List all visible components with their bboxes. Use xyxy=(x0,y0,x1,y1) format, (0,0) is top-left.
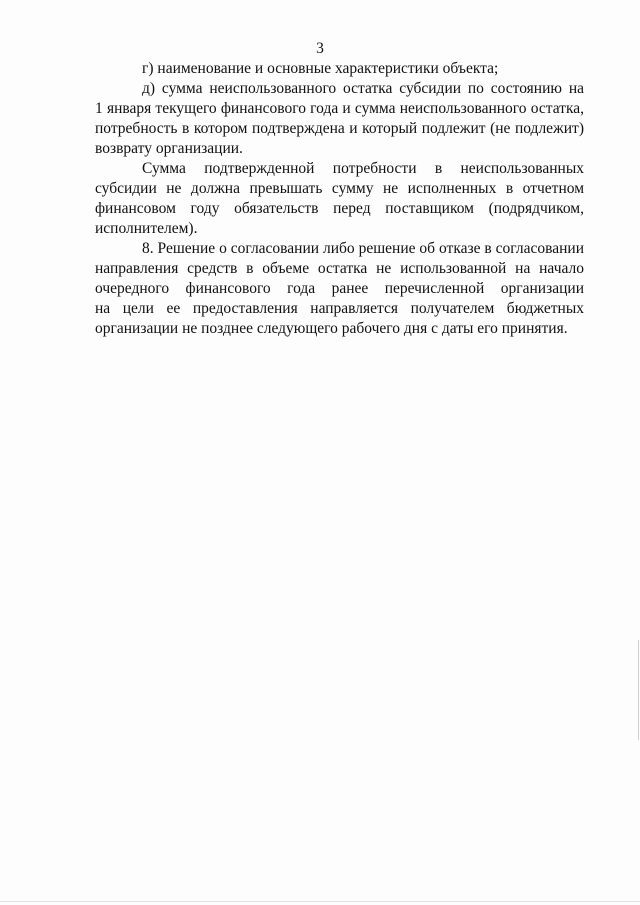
text-line: организации не позднее следующего рабочего дня с даты его принятия. xyxy=(95,320,568,337)
scan-edge-bottom xyxy=(0,901,640,902)
text-line: возврату организации. xyxy=(95,140,243,157)
scan-edge-right xyxy=(638,640,639,740)
text-line: потребность в котором подтверждена и который подлежит (не подлежит) xyxy=(95,120,584,137)
text-line: исполнителем). xyxy=(95,220,198,237)
text-line: 8. Решение о согласовании либо решение об отказе в согласовании xyxy=(142,240,584,257)
paragraph-item-8 xyxy=(95,239,584,339)
paragraph-confirmed-need xyxy=(95,159,584,239)
document-body xyxy=(95,59,584,339)
page-number: 3 xyxy=(316,40,324,57)
text-line: направления средств в объеме остатка не использованной на начало xyxy=(95,260,584,277)
text-line: финансовом году обязательств перед поставщиком (подрядчиком, xyxy=(95,200,584,217)
paragraph-item-g xyxy=(95,59,584,79)
text-line: 1 января текущего финансового года и сумма неиспользованного остатка, xyxy=(95,100,584,117)
text-line: г) наименование и основные характеристики объекта; xyxy=(142,60,499,77)
text-line: очередного финансового года ранее перечисленной организации xyxy=(95,280,584,297)
text-line: субсидии не должна превышать сумму не исполненных в отчетном xyxy=(95,180,584,197)
paragraph-item-d xyxy=(95,79,584,159)
text-line: на цели ее предоставления направляется получателем бюджетных xyxy=(95,300,584,317)
text-line: Сумма подтвержденной потребности в неиспользованных xyxy=(142,160,584,177)
text-line: д) сумма неиспользованного остатка субсидии по состоянию на xyxy=(142,80,584,97)
